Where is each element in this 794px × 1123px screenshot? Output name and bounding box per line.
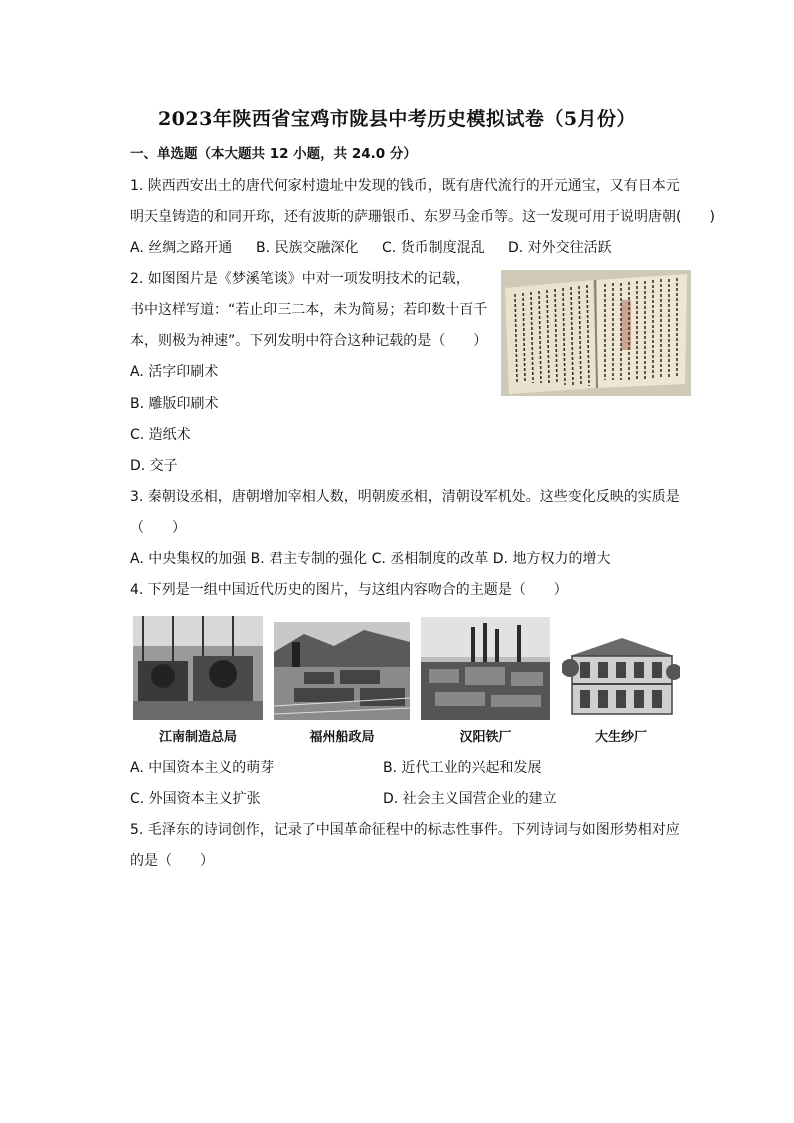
mengxi-bitan-book-image [501, 270, 691, 396]
q2-option-a: A. 活字印刷术 [130, 364, 219, 380]
q3-line2: （ ） [130, 520, 186, 536]
q4-option-b: B. 近代工业的兴起和发展 [383, 760, 542, 776]
q2-line1: 2. 如图图片是《梦溪笔谈》中对一项发明技术的记载， [130, 271, 470, 287]
q2-line2: 书中这样写道：“若止印三二本，未为简易；若印数十百千 [130, 302, 488, 318]
q4-option-a: A. 中国资本主义的萌芽 [130, 760, 275, 776]
q5-line2: 的是（ ） [130, 853, 214, 869]
q4-option-c: C. 外国资本主义扩张 [130, 791, 261, 807]
q1-option-d: D. 对外交往活跃 [508, 240, 612, 256]
q4-line1: 4. 下列是一组中国近代历史的图片，与这组内容吻合的主题是（ ） [130, 582, 568, 598]
caption-fuzhou: 福州船政局 [309, 730, 375, 745]
q5-line1: 5. 毛泽东的诗词创作，记录了中国革命征程中的标志性事件。下列诗词与如图形势相对应 [130, 822, 680, 838]
page-title: 2023年陕西省宝鸡市陇县中考历史模拟试卷（5月份） [157, 108, 637, 130]
q1-line1: 1. 陕西西安出土的唐代何家村遗址中发现的钱币，既有唐代流行的开元通宝，又有日本元 [130, 178, 680, 194]
q2-option-d: D. 交子 [130, 458, 178, 474]
caption-hanyang: 汉阳铁厂 [459, 730, 512, 745]
q2-option-b: B. 雕版印刷术 [130, 396, 219, 412]
q2-line3: 本，则极为神速”。下列发明中符合这种记载的是（ ） [130, 333, 488, 349]
q1-option-a: A. 丝绸之路开通 [130, 240, 233, 256]
section-heading: 一、单选题（本大题共 12 小题，共 24.0 分） [130, 146, 417, 162]
q1-option-c: C. 货币制度混乱 [382, 240, 485, 256]
q2-option-c: C. 造纸术 [130, 427, 191, 443]
q4-option-d: D. 社会主义国营企业的建立 [383, 791, 557, 807]
q1-option-b: B. 民族交融深化 [256, 240, 359, 256]
hanyang-ironworks-photo [421, 617, 550, 720]
jiangnan-arsenal-photo [133, 616, 263, 720]
q1-line2: 明天皇铸造的和同开珎，还有波斯的萨珊银币、东罗马金币等。这一发现可用于说明唐朝( ) [130, 209, 715, 225]
fuzhou-shipyard-photo [274, 622, 410, 720]
caption-dasheng: 大生纱厂 [594, 730, 647, 745]
dasheng-cotton-mill-photo [562, 628, 680, 720]
caption-jiangnan: 江南制造总局 [158, 730, 237, 745]
q3-line1: 3. 秦朝设丞相，唐朝增加宰相人数，明朝废丞相，清朝设军机处。这些变化反映的实质是 [130, 489, 680, 505]
q3-options: A. 中央集权的加强 B. 君主专制的强化 C. 丞相制度的改革 D. 地方权力的增大 [130, 551, 611, 567]
